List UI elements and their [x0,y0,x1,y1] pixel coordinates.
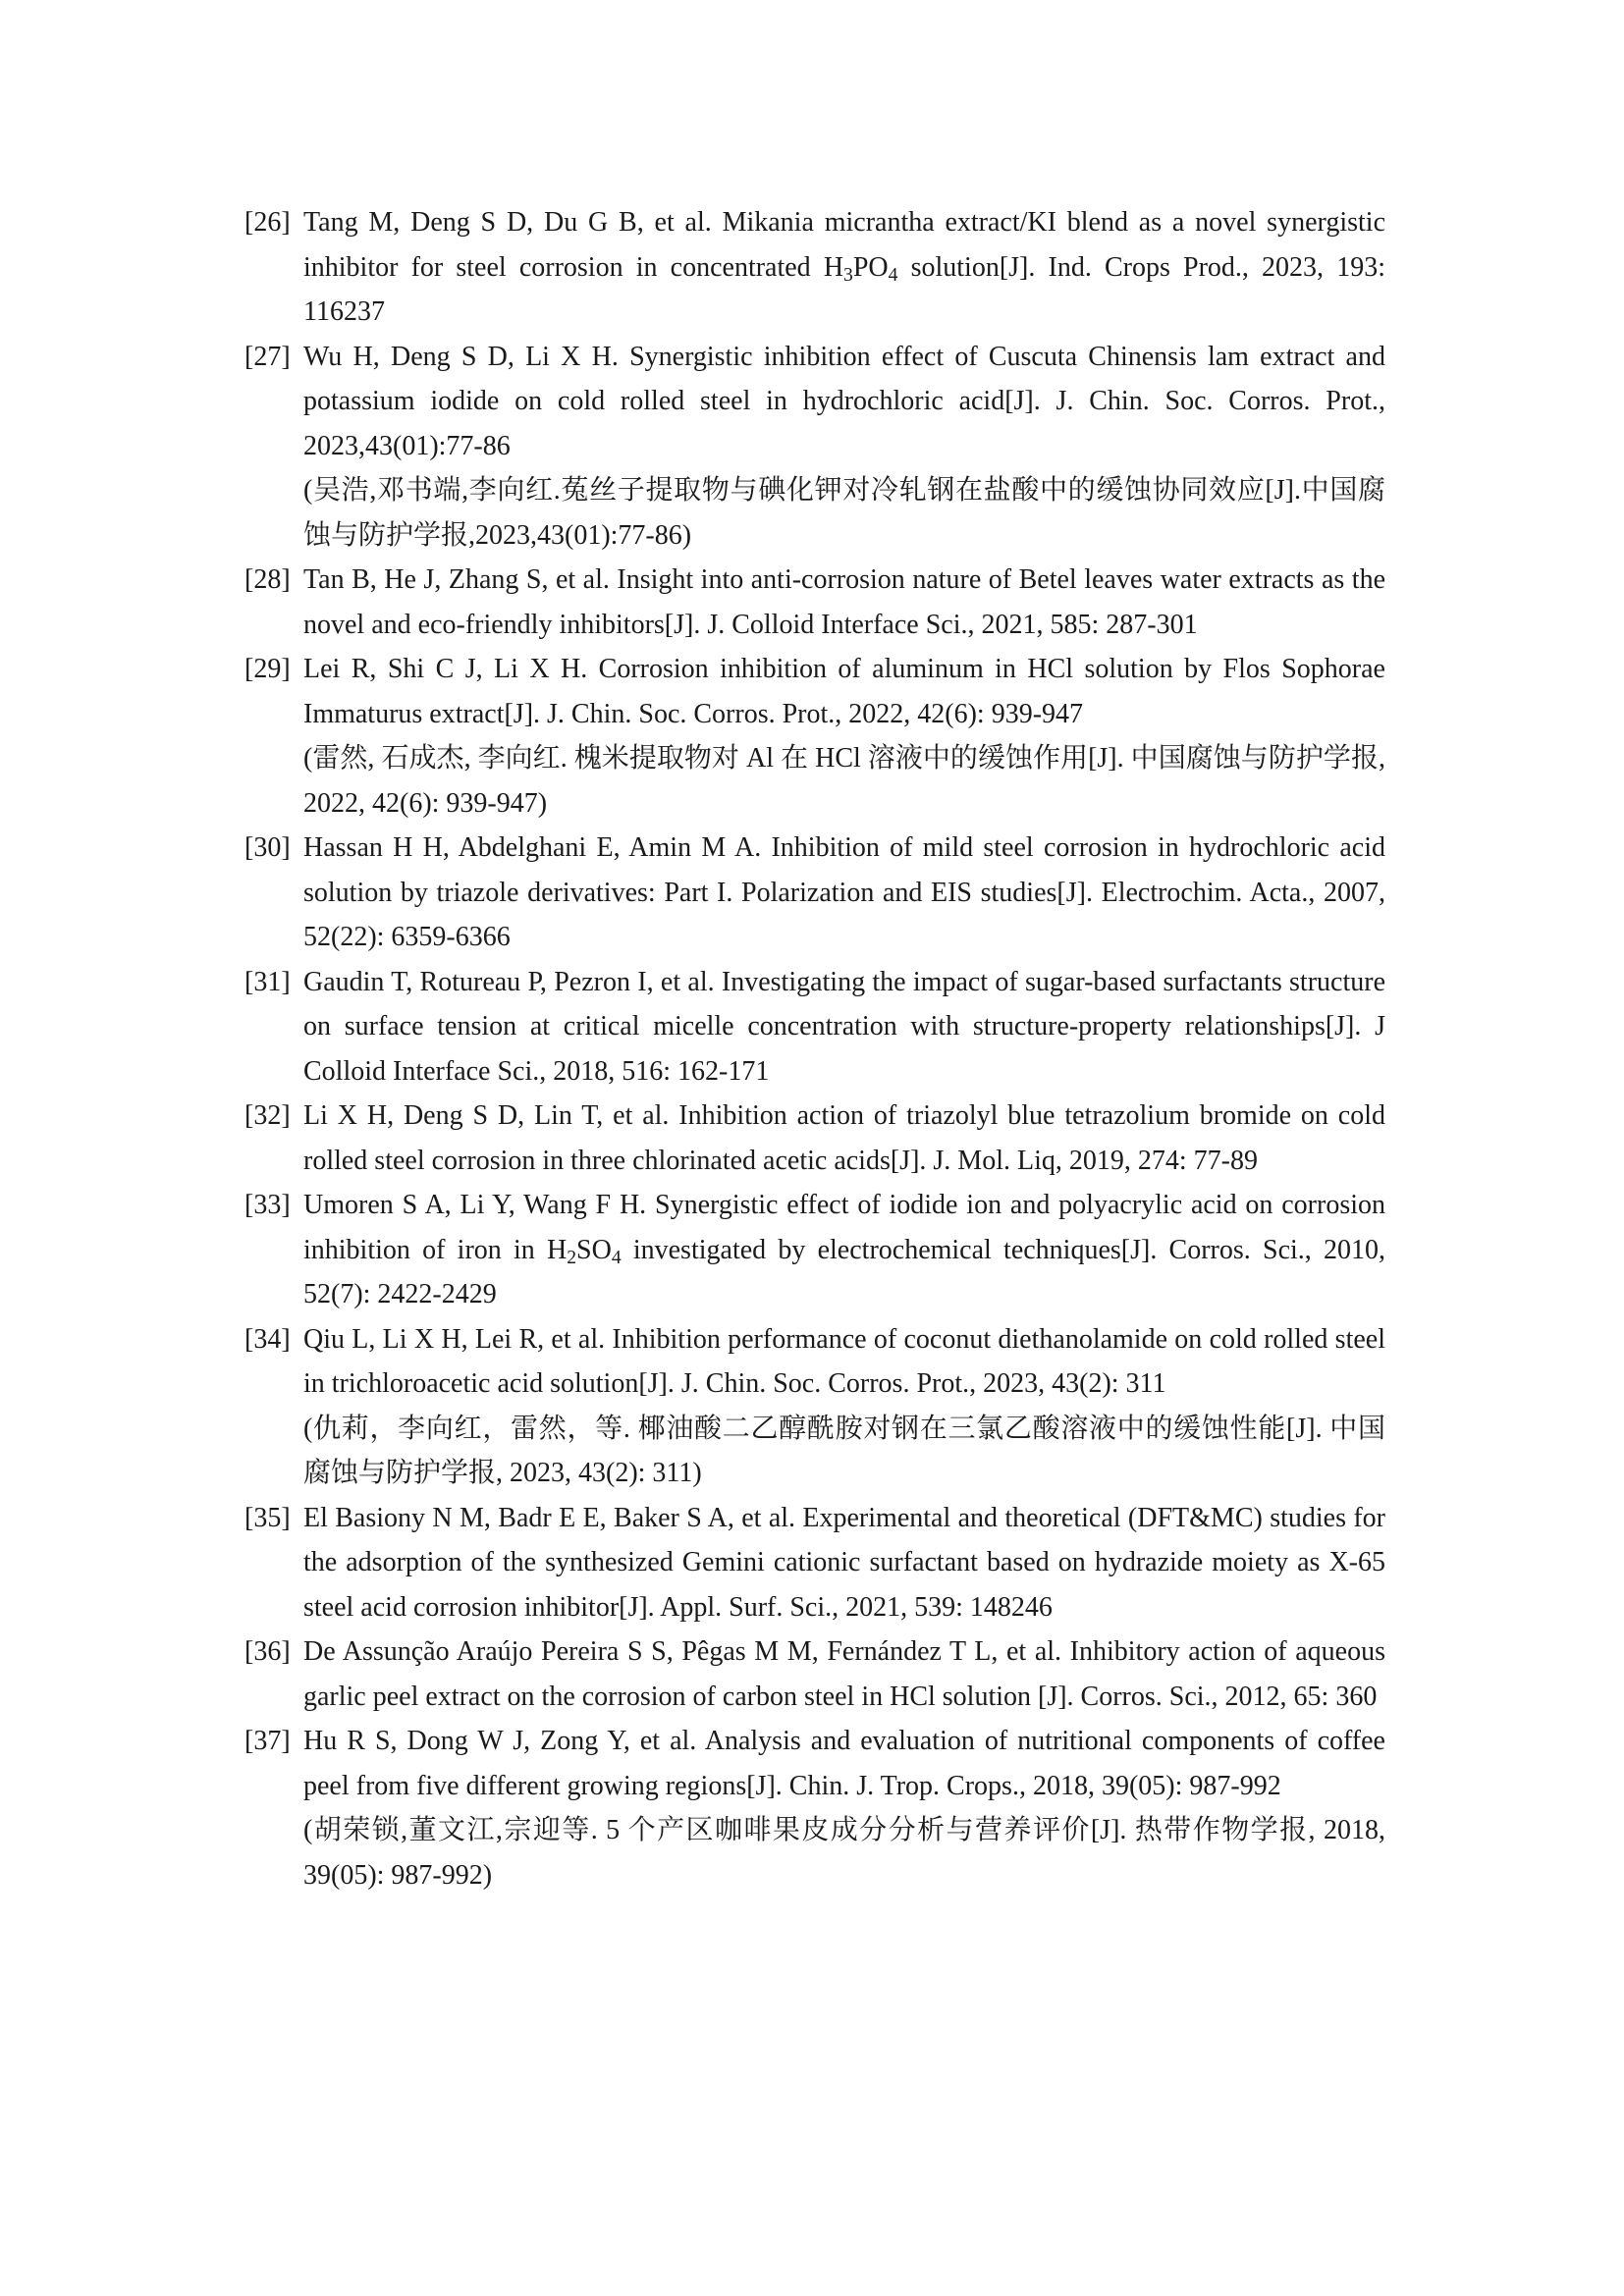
reference-item [244,960,1385,1095]
reference-text [303,207,1385,327]
reference-text-segment: El Basiony N M, Badr E E, Baker S A, et al. Experimental and theoretical (DFT&MC) studies for the adsorption of the synthesized Gemini cationic surfactant based on hydrazide moiety as X-65 steel acid corrosion inhibitor[J]. Appl. Surf. Sci., 2021, 539: 148246 [303,1502,1385,1623]
reference-item [244,1496,1385,1630]
reference-number: [30] [244,832,291,863]
reference-number: [27] [244,341,291,372]
reference-chinese-text: (胡荣锁,董文江,宗迎等. 5 个产区咖啡果皮成分分析与营养评价[J]. 热带作物学报, 2018, 39(05): 987-992) [303,1815,1385,1891]
reference-item [244,1719,1385,1897]
reference-number: [34] [244,1323,291,1355]
reference-list [244,200,1385,1897]
reference-text-segment: Lei R, Shi C J, Li X H. Corrosion inhibition of aluminum in HCl solution by Flos Sophorae Immaturus extract[J]. J. Chin. Soc. Corros. Prot., 2022, 42(6): 939-947 [303,654,1385,729]
reference-text [303,1100,1385,1176]
reference-item [244,826,1385,960]
reference-chinese-text: (仇莉，李向红，雷然，等. 椰油酸二乙醇酰胺对钢在三氯乙酸溶液中的缓蚀性能[J]. 中国腐蚀与防护学报, 2023, 43(2): 311) [303,1413,1385,1488]
reference-text [303,832,1385,952]
reference-number: [35] [244,1502,291,1533]
subscript: 4 [888,264,898,286]
reference-text [303,967,1385,1087]
reference-number: [31] [244,966,291,997]
reference-text-segment: Hassan H H, Abdelghani E, Amin M A. Inhibition of mild steel corrosion in hydrochloric acid solution by triazole derivatives: Part I. Polarization and EIS studies[J]. Electrochim. Acta., 2007, 52(22): 6359-6366 [303,832,1385,952]
reference-number: [28] [244,564,291,595]
reference-number: [37] [244,1726,291,1756]
reference-chinese-text: (吴浩,邓书端,李向红.菟丝子提取物与碘化钾对冷轧钢在盐酸中的缓蚀协同效应[J].中国腐蚀与防护学报,2023,43(01):77-86) [303,475,1385,551]
reference-number: [32] [244,1100,291,1131]
reference-text-segment: Gaudin T, Rotureau P, Pezron I, et al. Investigating the impact of sugar-based surfactants structure on surface tension at critical micelle concentration with structure-property relationships[J]. J Colloid Interface Sci., 2018, 516: 162-171 [303,966,1385,1087]
reference-item [244,200,1385,335]
reference-text-segment: Hu R S, Dong W J, Zong Y, et al. Analysis and evaluation of nutritional components of coffee peel from five different growing regions[J]. Chin. J. Trop. Crops., 2018, 39(05): 987-992 [303,1726,1385,1801]
reference-text [303,1324,1385,1400]
reference-text [303,342,1385,461]
reference-text-segment: Wu H, Deng S D, Li X H. Synergistic inhibition effect of Cuscuta Chinensis lam extract and potassium iodide on cold rolled steel in hydrochloric acid[J]. J. Chin. Soc. Corros. Prot., 2023,43(01):77-86 [303,341,1385,461]
reference-item [244,1183,1385,1317]
reference-text-segment: Umoren S A, Li Y, Wang F H. Synergistic effect of iodide ion and polyacrylic acid on corrosion inhibition of iron in H [303,1190,1385,1265]
reference-number: [29] [244,654,291,684]
reference-item [244,558,1385,647]
reference-text-segment: investigated by electrochemical techniques[J]. Corros. Sci., 2010, 52(7): 2422-2429 [303,1234,1386,1309]
reference-text-segment: Li X H, Deng S D, Lin T, et al. Inhibition action of triazolyl blue tetrazolium bromide on cold rolled steel corrosion in three chlorinated acetic acids[J]. J. Mol. Liq, 2019, 274: 77-89 [303,1100,1385,1176]
reference-text [303,1190,1385,1309]
reference-item [244,1629,1385,1719]
reference-item [244,1094,1385,1183]
subscript: 3 [843,264,853,286]
reference-text [303,1503,1385,1623]
reference-number: [26] [244,207,291,238]
reference-item [244,335,1385,559]
reference-text [303,1726,1385,1801]
reference-item [244,1317,1385,1496]
reference-text-segment: Qiu L, Li X H, Lei R, et al. Inhibition performance of coconut diethanolamide on cold rolled steel in trichloroacetic acid solution[J]. J. Chin. Soc. Corros. Prot., 2023, 43(2): 311 [303,1323,1385,1399]
reference-text [303,564,1385,640]
subscript: 4 [611,1247,622,1268]
reference-chinese-text: (雷然, 石成杰, 李向红. 槐米提取物对 Al 在 HCl 溶液中的缓蚀作用[J]. 中国腐蚀与防护学报, 2022, 42(6): 939-947) [303,743,1385,819]
reference-number: [36] [244,1636,291,1667]
reference-number: [33] [244,1190,291,1220]
reference-text-segment: Tang M, Deng S D, Du G B, et al. Mikania micrantha extract/KI blend as a novel synergistic inhibitor for steel corrosion in concentrated H [303,207,1385,283]
reference-text [303,1636,1385,1712]
reference-item [244,647,1385,826]
reference-text-segment: Tan B, He J, Zhang S, et al. Insight into anti-corrosion nature of Betel leaves water extracts as the novel and eco-friendly inhibitors[J]. J. Colloid Interface Sci., 2021, 585: 287-301 [303,564,1385,640]
reference-text-segment: solution[J]. Ind. Crops Prod., 2023, 193: 116237 [303,251,1385,327]
subscript: 2 [567,1247,577,1268]
reference-text-segment: De Assunção Araújo Pereira S S, Pêgas M M, Fernández T L, et al. Inhibitory action of aqueous garlic peel extract on the corrosion of carbon steel in HCl solution [J]. Corros. Sci., 2012, 65: 360 [303,1636,1385,1712]
reference-text-segment: SO [576,1234,612,1265]
reference-text-segment: PO [852,251,889,283]
reference-text [303,654,1385,729]
